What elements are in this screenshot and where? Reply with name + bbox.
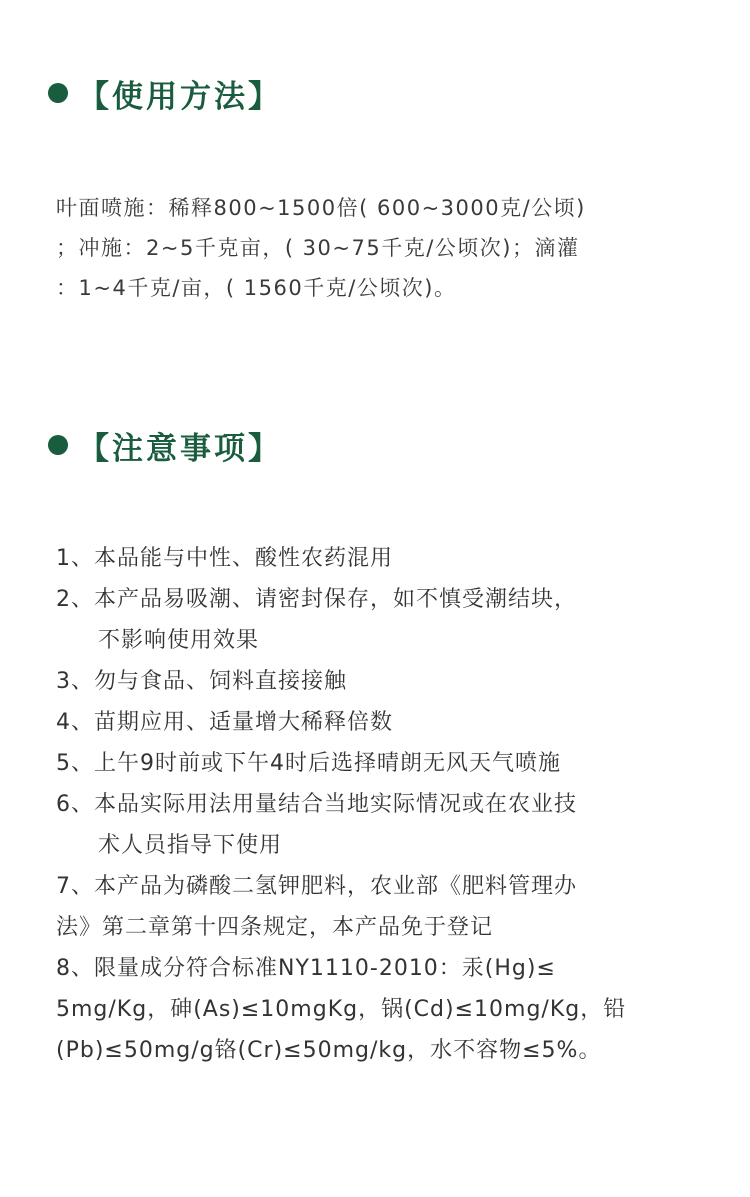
note-item: 1、本品能与中性、酸性农药混用 (56, 546, 393, 571)
note-item-continuation: (Pb)≤50mg/g铬(Cr)≤50mg/kg，水不容物≤5%。 (56, 1038, 602, 1063)
notes-section-heading (48, 425, 282, 465)
usage-line: ；冲施：2~5千克亩，( 30~75千克/公顷次)；滴灌 (56, 236, 580, 260)
note-item: 4、苗期应用、适量增大稀释倍数 (56, 710, 393, 735)
note-item: 5、上午9时前或下午4时后选择晴朗无风天气喷施 (56, 751, 561, 776)
notes-list (56, 538, 716, 1071)
usage-heading-text: 【使用方法】 (78, 78, 282, 115)
note-item-continuation: 5mg/Kg，砷(As)≤10mgKg，锅(Cd)≤10mg/Kg，铅 (56, 997, 627, 1022)
note-item-continuation: 术人员指导下使用 (98, 833, 283, 858)
bullet-dot-icon (48, 83, 68, 103)
usage-line: 叶面喷施：稀释800~1500倍( 600~3000克/公顷) (56, 196, 586, 220)
usage-instructions (56, 188, 716, 308)
note-item-continuation: 不影响使用效果 (98, 628, 260, 653)
note-item: 7、本产品为磷酸二氢钾肥料，农业部《肥料管理办 (56, 874, 577, 899)
note-item: 6、本品实际用法用量结合当地实际情况或在农业技 (56, 792, 577, 817)
bullet-dot-icon (48, 435, 68, 455)
note-item: 3、勿与食品、饲料直接接触 (56, 669, 347, 694)
note-item: 2、本产品易吸潮、请密封保存，如不慎受潮结块， (56, 587, 577, 612)
note-item: 8、限量成分符合标准NY1110-2010：汞(Hg)≤ (56, 956, 556, 981)
usage-line: ：1~4千克/亩，( 1560千克/公顷次)。 (56, 276, 457, 300)
usage-section-heading (48, 73, 282, 113)
notes-heading-text: 【注意事项】 (78, 430, 282, 467)
note-item-continuation: 法》第二章第十四条规定，本产品免于登记 (56, 915, 494, 940)
